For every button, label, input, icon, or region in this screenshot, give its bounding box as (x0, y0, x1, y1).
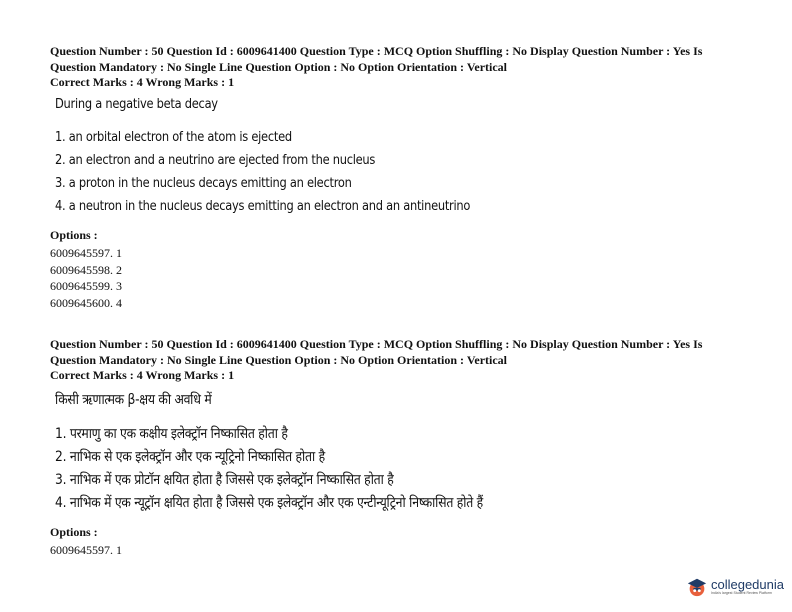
choice-item: 2. नाभिक से एक इलेक्ट्रॉन और एक न्यूट्रिनो निष्कासित होता है (55, 448, 325, 465)
question-text: किसी ऋणात्मक β-क्षय की अवधि में (55, 391, 212, 408)
choice-item: 4. a neutron in the nucleus decays emitting an electron and an antineutrino (55, 198, 471, 214)
choice-item: 3. नाभिक में एक प्रोटॉन क्षयित होता है जिससे एक इलेक्ट्रॉन निष्कासित होता है (55, 471, 394, 488)
option-id-item: 6009645600. 4 (50, 295, 122, 310)
question-meta-line-1: Question Number : 50 Question Id : 6009641400 Question Type : MCQ Option Shuffling : No Display Question Number : Yes Is (50, 337, 703, 351)
question-meta-line-2: Question Mandatory : No Single Line Question Option : No Option Orientation : Vertical (50, 59, 508, 74)
choice-list (55, 423, 750, 515)
option-id-list (50, 542, 750, 559)
graduate-cap-icon (686, 576, 708, 598)
option-id-item: 6009645597. 1 (50, 543, 122, 557)
choice-item: 4. नाभिक में एक न्यूट्रॉन क्षयित होता है जिससे एक इलेक्ट्रॉन और एक एन्टीन्यूट्रिनो निष्कासित होते हैं (55, 494, 483, 511)
question-block-2 (50, 337, 750, 559)
option-id-item: 6009645599. 3 (50, 279, 122, 293)
question-marks: Correct Marks : 4 Wrong Marks : 1 (50, 75, 235, 89)
question-block-1 (50, 44, 750, 311)
options-label: Options : (50, 524, 98, 539)
options-label: Options : (50, 227, 98, 242)
choice-item: 3. a proton in the nucleus decays emitting an electron (55, 175, 352, 191)
question-meta-line-2: Question Mandatory : No Single Line Question Option : No Option Orientation : Vertical (50, 352, 508, 367)
choice-item: 2. an electron and a neutrino are ejected from the nucleus (55, 152, 376, 168)
question-meta-line-1: Question Number : 50 Question Id : 6009641400 Question Type : MCQ Option Shuffling : No Display Question Number : Yes Is (50, 44, 703, 58)
logo-name: collegedunia (710, 577, 784, 592)
logo-tagline: India's largest Student Review Platform (710, 591, 772, 595)
option-id-item: 6009645598. 2 (50, 262, 122, 277)
question-text: During a negative beta decay (55, 96, 218, 112)
option-id-item: 6009645597. 1 (50, 246, 122, 260)
choice-item: 1. an orbital electron of the atom is ejected (55, 129, 292, 145)
question-marks: Correct Marks : 4 Wrong Marks : 1 (50, 368, 235, 382)
choice-list (55, 126, 750, 218)
choice-item: 1. परमाणु का एक कक्षीय इलेक्ट्रॉन निष्कासित होता है (55, 425, 288, 442)
option-id-list (50, 245, 750, 311)
collegedunia-logo[interactable] (686, 576, 784, 598)
